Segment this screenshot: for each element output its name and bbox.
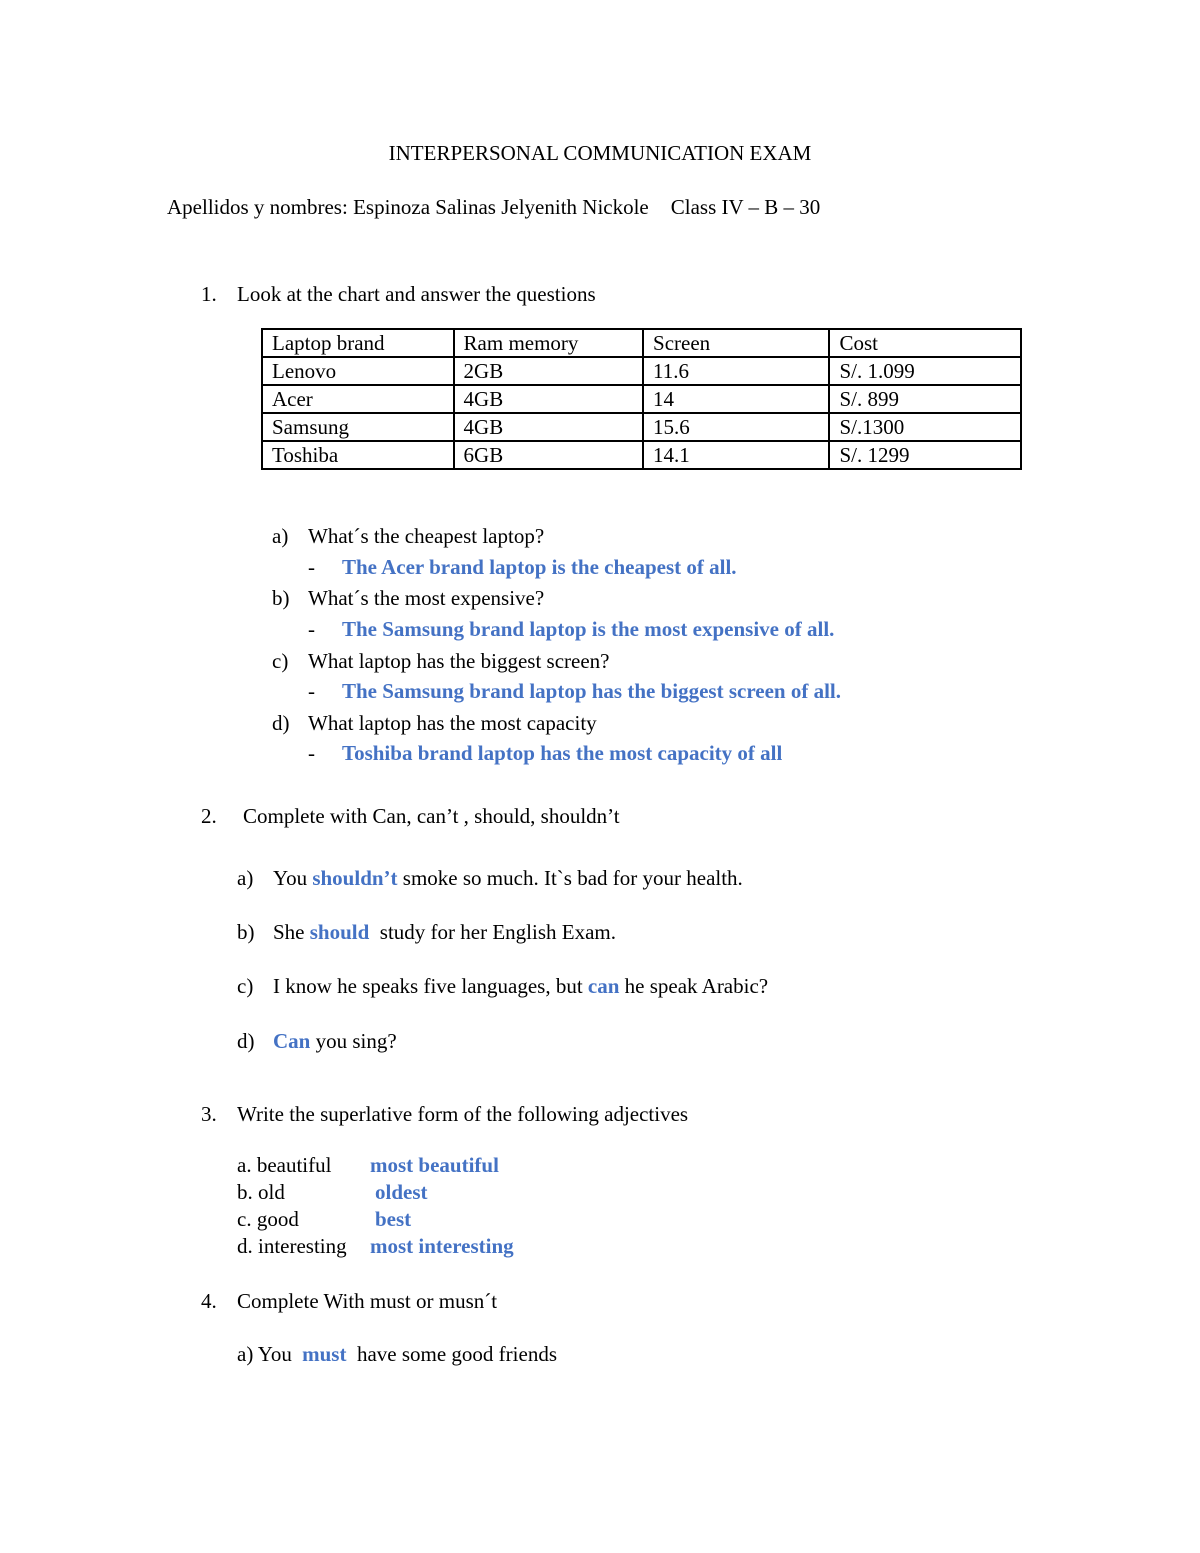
q4-item-a-before: a) You [237, 1342, 298, 1366]
q1-item-d-question: What laptop has the most capacity [308, 711, 597, 735]
table-header-cell: Screen [643, 329, 829, 357]
dash: - [308, 679, 315, 703]
q2-item-b-before: She [273, 920, 310, 944]
q3-instruction: Write the superlative form of the following adjectives [237, 1102, 689, 1126]
q2-item-a-after: smoke so much. It`s bad for your health. [397, 866, 743, 890]
q2-item-b-after: study for her English Exam. [369, 920, 617, 944]
table-header-cell: Laptop brand [262, 329, 454, 357]
q2-item-c-after: he speak Arabic? [619, 974, 769, 998]
q1-item-d-letter: d) [272, 711, 290, 735]
q3-item-b-answer: oldest [375, 1180, 428, 1204]
table-cell: 14 [643, 385, 829, 413]
table-header-row [262, 329, 1021, 357]
q1-item-c-answer: The Samsung brand laptop has the biggest screen of all. [342, 679, 842, 703]
student-header [167, 197, 820, 218]
table-row [262, 441, 1021, 469]
q2-item-c-before: I know he speaks five languages, but [273, 974, 588, 998]
q2-item-c-letter: c) [237, 974, 254, 998]
q2-instruction: Complete with Can, can’t , should, shouldn’t [243, 804, 620, 828]
q1-item-c-answer-line [308, 681, 841, 702]
q3-number: 3. [201, 1102, 217, 1126]
table-cell: S/. 1.099 [829, 357, 1021, 385]
q1-item-b-question: What´s the most expensive? [308, 586, 545, 610]
table-row [262, 357, 1021, 385]
q3-item-c [237, 1209, 411, 1230]
page-title: INTERPERSONAL COMMUNICATION EXAM [388, 141, 812, 165]
table-cell: S/. 1299 [829, 441, 1021, 469]
q2-item-d [273, 1031, 397, 1052]
q2-number: 2. [201, 804, 217, 828]
q3-item-a-answer: most beautiful [370, 1153, 499, 1177]
table-cell: 4GB [454, 385, 644, 413]
q1-item-a-question: What´s the cheapest laptop? [308, 524, 545, 548]
q3-item-d-label: d. interesting [237, 1234, 347, 1258]
q2-item-d-after: you sing? [310, 1029, 397, 1053]
q2-item-a-answer: shouldn’t [312, 866, 398, 890]
dash: - [308, 617, 315, 641]
q2-item-b-answer: should [309, 920, 370, 944]
q3-item-d [237, 1236, 514, 1257]
q4-item-a [237, 1344, 557, 1365]
q1-item-b-letter: b) [272, 586, 290, 610]
q1-item-d-answer-line [308, 743, 782, 764]
q2-item-c-answer: can [587, 974, 620, 998]
q1-item-d-answer: Toshiba brand laptop has the most capacity of all [342, 741, 783, 765]
q2-item-b-letter: b) [237, 920, 255, 944]
table-cell: 11.6 [643, 357, 829, 385]
table-cell: Toshiba [262, 441, 454, 469]
q1-number: 1. [201, 282, 217, 306]
table-cell: S/. 899 [829, 385, 1021, 413]
q2-item-a-letter: a) [237, 866, 254, 890]
table-cell: 15.6 [643, 413, 829, 441]
q1-item-c-letter: c) [272, 649, 289, 673]
q1-item-a-answer: The Acer brand laptop is the cheapest of all. [342, 555, 737, 579]
q4-number: 4. [201, 1289, 217, 1313]
q2-item-b [273, 922, 616, 943]
table-row [262, 385, 1021, 413]
q4-item-a-after: have some good friends [346, 1342, 557, 1366]
table-cell: 2GB [454, 357, 644, 385]
table-header-cell: Cost [829, 329, 1021, 357]
q2-item-d-letter: d) [237, 1029, 255, 1053]
laptop-table [261, 328, 1022, 470]
q1-item-a-letter: a) [272, 524, 289, 548]
table-cell: 14.1 [643, 441, 829, 469]
q4-instruction: Complete With must or musn´t [237, 1289, 498, 1313]
q3-item-c-label: c. good [237, 1207, 299, 1231]
q2-item-d-answer: Can [273, 1029, 311, 1053]
q4-item-a-answer: must [302, 1342, 347, 1366]
table-row [262, 413, 1021, 441]
q1-item-c-question: What laptop has the biggest screen? [308, 649, 610, 673]
q2-item-c [273, 976, 768, 997]
dash: - [308, 555, 315, 579]
q3-item-b [237, 1182, 428, 1203]
table-cell: S/.1300 [829, 413, 1021, 441]
q2-item-a-before: You [273, 866, 313, 890]
q1-item-a-answer-line [308, 557, 737, 578]
q3-item-c-answer: best [375, 1207, 412, 1231]
q3-item-a-label: a. beautiful [237, 1153, 332, 1177]
student-name: Apellidos y nombres: Espinoza Salinas Jelyenith Nickole [167, 195, 649, 219]
table-header-cell: Ram memory [454, 329, 644, 357]
table-cell: 6GB [454, 441, 644, 469]
q3-item-a [237, 1155, 499, 1176]
q1-item-b-answer: The Samsung brand laptop is the most expensive of all. [342, 617, 835, 641]
q3-item-b-label: b. old [237, 1180, 285, 1204]
table-cell: 4GB [454, 413, 644, 441]
q1-item-b-answer-line [308, 619, 834, 640]
table-cell: Samsung [262, 413, 454, 441]
table-cell: Acer [262, 385, 454, 413]
q3-item-d-answer: most interesting [370, 1234, 514, 1258]
q2-item-a [273, 868, 743, 889]
student-class: Class IV – B – 30 [670, 195, 821, 219]
dash: - [308, 741, 315, 765]
table-cell: Lenovo [262, 357, 454, 385]
q1-instruction: Look at the chart and answer the questions [237, 282, 596, 306]
